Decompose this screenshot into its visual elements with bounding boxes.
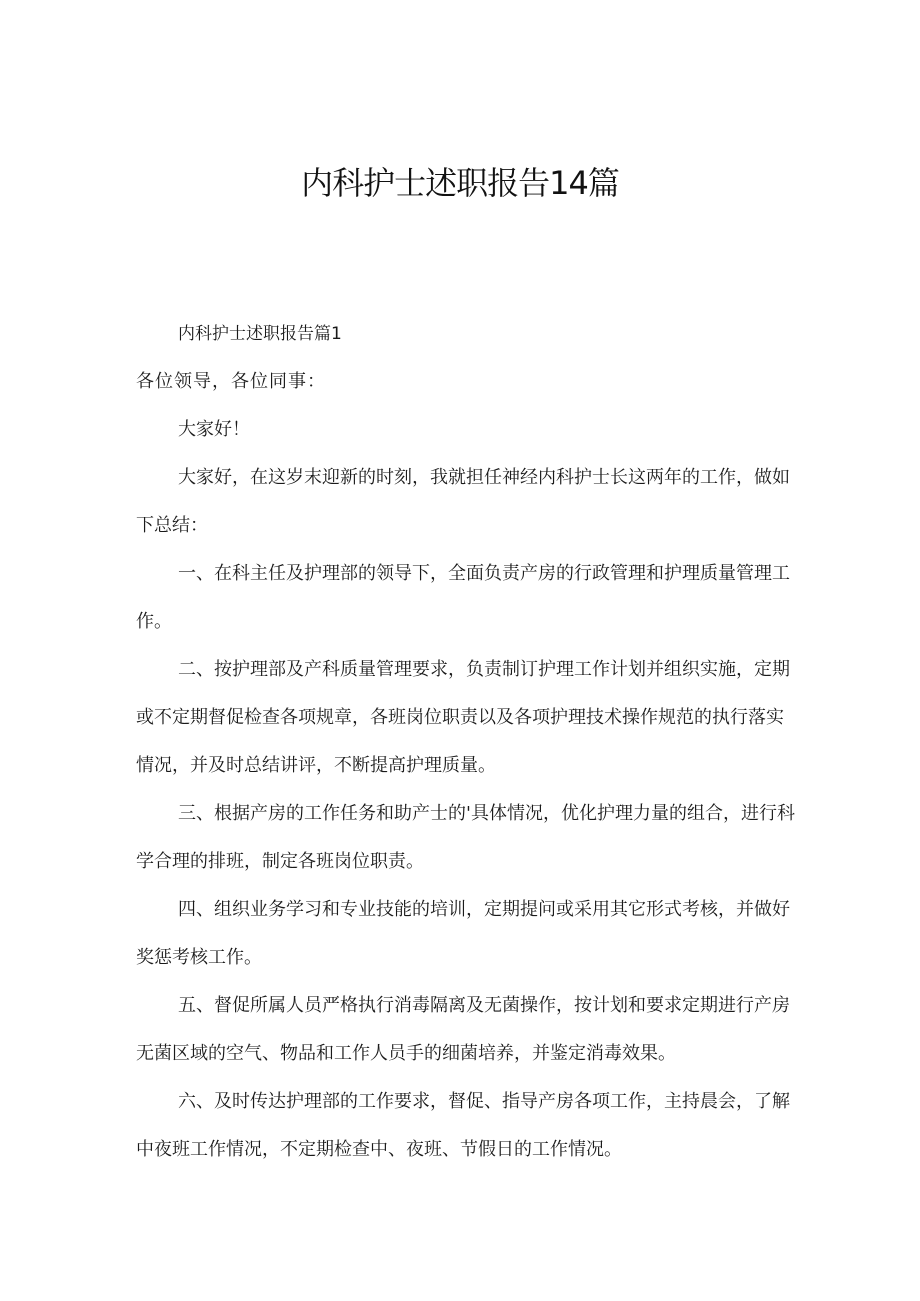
section-heading: 内科护士述职报告篇1 — [178, 324, 342, 344]
document-title: 内科护士述职报告14篇 — [301, 164, 619, 202]
paragraph-item-1: 一、在科主任及护理部的领导下，全面负责产房的行政管理和护理质量管理工作。 — [136, 563, 790, 632]
paragraph-item-5: 五、督促所属人员严格执行消毒隔离及无菌操作，按计划和要求定期进行产房无菌区域的空气、物品和工作人员手的细菌培养，并鉴定消毒效果。 — [136, 995, 790, 1064]
paragraph-item-3: 三、根据产房的工作任务和助产士的'具体情况，优化护理力量的组合，进行科学合理的排班，制定各班岗位职责。 — [136, 803, 795, 872]
paragraph-intro: 大家好，在这岁末迎新的时刻，我就担任神经内科护士长这两年的工作，做如下总结： — [136, 467, 790, 536]
document-body — [136, 310, 796, 1174]
greeting: 大家好！ — [178, 419, 250, 440]
salutation: 各位领导，各位同事： — [136, 371, 326, 392]
paragraph-item-4: 四、组织业务学习和专业技能的培训，定期提问或采用其它形式考核，并做好奖惩考核工作。 — [136, 899, 790, 968]
paragraph-item-2: 二、按护理部及产科质量管理要求，负责制订护理工作计划并组织实施，定期或不定期督促检查各项规章，各班岗位职责以及各项护理技术操作规范的执行落实情况，并及时总结讲评，不断提高护理质量。 — [136, 659, 790, 776]
paragraph-item-6: 六、及时传达护理部的工作要求，督促、指导产房各项工作，主持晨会，了解中夜班工作情况，不定期检查中、夜班、节假日的工作情况。 — [136, 1091, 790, 1160]
